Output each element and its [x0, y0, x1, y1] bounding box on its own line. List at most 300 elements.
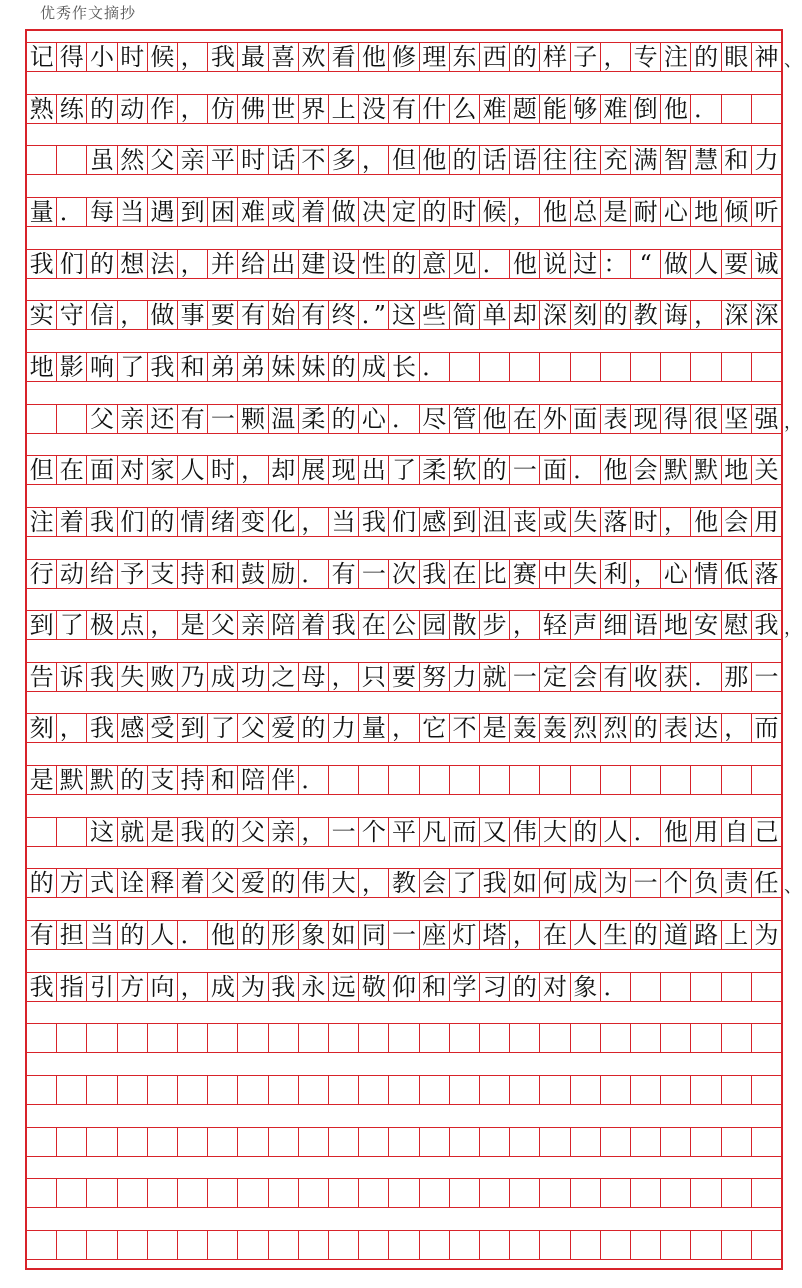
grid-cell: 我	[27, 973, 57, 1001]
grid-row	[27, 559, 781, 589]
grid-cell: 我	[208, 43, 238, 71]
grid-cell: 过	[571, 250, 601, 278]
grid-cell: 获	[661, 663, 691, 691]
grid-cell: 是	[27, 766, 57, 794]
grid-cell	[27, 1128, 57, 1156]
grid-cell: 倒	[631, 95, 661, 123]
grid-cell: 心	[359, 405, 389, 433]
grid-cell: 平	[208, 146, 238, 174]
grid-cell: 一	[754, 662, 779, 691]
grid-cell	[722, 766, 752, 794]
grid-cell: 每	[87, 198, 117, 226]
grid-cell	[27, 1076, 57, 1104]
grid-cell	[480, 1128, 510, 1156]
grid-cell	[389, 766, 419, 794]
grid-row	[27, 249, 781, 279]
grid-cell: 就	[480, 663, 510, 691]
grid-cell: 我	[178, 818, 208, 846]
grid-cell: 失	[571, 560, 601, 588]
grid-cell: 温	[269, 405, 299, 433]
grid-cell: 却	[269, 456, 299, 484]
grid-cell: 要	[389, 663, 419, 691]
grid-cell: 远	[329, 973, 359, 1001]
grid-cell	[87, 1024, 117, 1052]
grid-cell: 什	[420, 95, 450, 123]
grid-cell: 的	[269, 869, 299, 897]
grid-cell	[631, 1179, 661, 1207]
grid-cell: 些	[420, 301, 450, 329]
grid-cell: 困	[208, 198, 238, 226]
grid-cell: 注	[661, 43, 691, 71]
grid-cell	[450, 1076, 480, 1104]
grid-cell: 话	[480, 146, 510, 174]
grid-cell: 信	[87, 301, 117, 329]
grid-cell	[87, 1231, 117, 1259]
grid-cell: 父	[208, 611, 238, 639]
grid-cell: 会	[631, 456, 661, 484]
grid-cell: 生	[601, 921, 631, 949]
grid-cell: 专	[631, 43, 661, 71]
grid-cell: 成	[208, 663, 238, 691]
grid-cell	[752, 1231, 781, 1259]
grid-cell: 我	[359, 508, 389, 536]
grid-cell: 佛	[238, 95, 268, 123]
grid-row	[27, 1230, 781, 1260]
grid-cell: 责	[722, 869, 752, 897]
grid-cell	[208, 1128, 238, 1156]
grid-cell	[691, 1076, 721, 1104]
grid-cell: 一	[389, 921, 419, 949]
grid-cell: 刻	[27, 714, 57, 742]
grid-cell: 功	[238, 663, 268, 691]
grid-row	[27, 662, 781, 692]
grid-cell	[661, 1076, 691, 1104]
grid-cell	[540, 353, 570, 381]
grid-cell: 伟	[510, 818, 540, 846]
grid-cell: 持	[178, 766, 208, 794]
grid-cell: 仰	[389, 973, 419, 1001]
grid-cell: 永	[299, 973, 329, 1001]
grid-cell: 单	[480, 301, 510, 329]
grid-cell: 有	[389, 95, 419, 123]
grid-cell	[299, 1128, 329, 1156]
grid-cell: 如	[329, 921, 359, 949]
grid-cell	[269, 1231, 299, 1259]
grid-cell	[299, 1076, 329, 1104]
grid-cell	[722, 95, 752, 123]
grid-cell: 的	[389, 250, 419, 278]
grid-cell	[510, 1231, 540, 1259]
grid-cell: 设	[329, 250, 359, 278]
grid-cell: 为	[754, 921, 779, 950]
grid-cell: 面	[571, 405, 601, 433]
grid-cell: 小	[87, 43, 117, 71]
grid-cell: 一	[208, 405, 238, 433]
grid-cell: 烈	[571, 714, 601, 742]
margin-punctuation: 、	[784, 50, 802, 71]
grid-cell: 他	[480, 405, 510, 433]
grid-cell	[389, 1024, 419, 1052]
grid-cell: 注	[27, 508, 57, 536]
grid-cell: 何	[540, 869, 570, 897]
grid-cell	[420, 766, 450, 794]
grid-cell: ．	[420, 353, 450, 381]
grid-cell	[299, 1024, 329, 1052]
grid-cell: 是	[148, 818, 178, 846]
grid-cell: 父	[148, 146, 178, 174]
grid-cell: 的	[480, 456, 510, 484]
grid-cell: 的	[510, 43, 540, 71]
grid-cell: 我	[480, 869, 510, 897]
grid-cell: 父	[208, 869, 238, 897]
grid-cell: 又	[480, 818, 510, 846]
grid-cell: 象	[299, 921, 329, 949]
grid-cell: 这	[389, 301, 419, 329]
grid-cell: 了	[118, 353, 148, 381]
grid-cell: 和	[722, 146, 752, 174]
grid-cell	[118, 1231, 148, 1259]
grid-cell: 予	[118, 560, 148, 588]
grid-cell	[631, 1024, 661, 1052]
grid-cell: 成	[571, 869, 601, 897]
grid-cell: 我	[754, 611, 779, 640]
grid-cell: 担	[57, 921, 87, 949]
grid-row	[27, 300, 781, 330]
grid-cell: 时	[208, 456, 238, 484]
grid-cell: 大	[540, 818, 570, 846]
grid-cell	[480, 353, 510, 381]
grid-cell: 和	[208, 766, 238, 794]
grid-cell: 凡	[420, 818, 450, 846]
grid-cell: 成	[208, 973, 238, 1001]
grid-cell: 深	[722, 301, 752, 329]
grid-cell: 法	[148, 250, 178, 278]
grid-cell: 耐	[631, 198, 661, 226]
grid-cell: 任	[754, 869, 779, 898]
composition-grid-paper	[25, 29, 783, 1270]
grid-cell	[661, 1024, 691, 1052]
grid-cell: ，	[118, 301, 148, 329]
grid-cell	[178, 1179, 208, 1207]
grid-cell: 变	[238, 508, 268, 536]
grid-cell: 公	[389, 611, 419, 639]
grid-cell: 我	[420, 560, 450, 588]
grid-cell	[631, 1231, 661, 1259]
grid-cell: 刻	[571, 301, 601, 329]
grid-cell: 座	[420, 921, 450, 949]
grid-cell: 就	[118, 818, 148, 846]
grid-cell: 习	[480, 973, 510, 1001]
grid-cell: 虽	[87, 146, 117, 174]
grid-cell: 最	[238, 43, 268, 71]
grid-cell: ，	[661, 508, 691, 536]
grid-cell	[208, 1024, 238, 1052]
grid-cell	[661, 1128, 691, 1156]
grid-cell: 定	[540, 663, 570, 691]
grid-cell: 到	[178, 714, 208, 742]
grid-cell: 智	[661, 146, 691, 174]
grid-cell	[329, 1231, 359, 1259]
grid-cell	[208, 1179, 238, 1207]
grid-cell: 弟	[208, 353, 238, 381]
grid-cell	[752, 1179, 781, 1207]
grid-cell: 个	[661, 869, 691, 897]
grid-cell	[722, 973, 752, 1001]
grid-cell: 我	[87, 663, 117, 691]
grid-cell: 敬	[359, 973, 389, 1001]
grid-cell	[510, 1076, 540, 1104]
grid-cell: 或	[540, 508, 570, 536]
grid-row	[27, 404, 781, 434]
grid-cell: 人	[571, 921, 601, 949]
grid-cell: 点	[118, 611, 148, 639]
grid-cell: 难	[480, 95, 510, 123]
grid-cell	[118, 1024, 148, 1052]
grid-cell: 到	[450, 508, 480, 536]
grid-cell: 尽	[420, 405, 450, 433]
grid-cell	[148, 1179, 178, 1207]
grid-cell	[27, 818, 57, 846]
grid-cell: 量	[27, 198, 57, 226]
grid-cell	[178, 1128, 208, 1156]
grid-cell: 理	[420, 43, 450, 71]
grid-cell: 人	[601, 818, 631, 846]
grid-cell: 会	[722, 508, 752, 536]
grid-cell: 默	[57, 766, 87, 794]
grid-cell: 他	[601, 456, 631, 484]
grid-cell	[691, 353, 721, 381]
grid-cell: 世	[269, 95, 299, 123]
grid-cell: 的	[571, 818, 601, 846]
grid-cell	[329, 1024, 359, 1052]
grid-cell: 对	[540, 973, 570, 1001]
grid-cell: 家	[148, 456, 178, 484]
grid-cell	[148, 1076, 178, 1104]
grid-cell	[57, 146, 87, 174]
grid-cell: 实	[27, 301, 57, 329]
grid-cell: ．	[389, 405, 419, 433]
grid-cell: 一	[329, 818, 359, 846]
grid-cell: 是	[178, 611, 208, 639]
grid-cell: ，	[299, 508, 329, 536]
grid-cell	[691, 1128, 721, 1156]
grid-cell: 陪	[238, 766, 268, 794]
grid-cell: 或	[269, 198, 299, 226]
grid-cell: 深	[540, 301, 570, 329]
grid-cell: 他	[510, 250, 540, 278]
grid-cell: 不	[450, 714, 480, 742]
grid-cell	[118, 1128, 148, 1156]
grid-cell: 的	[87, 250, 117, 278]
grid-cell: 的	[329, 353, 359, 381]
grid-cell: 方	[118, 973, 148, 1001]
grid-cell: 极	[87, 611, 117, 639]
grid-cell: 向	[148, 973, 178, 1001]
grid-cell	[480, 1179, 510, 1207]
grid-cell	[178, 1231, 208, 1259]
grid-row	[27, 507, 781, 537]
grid-cell: 绪	[208, 508, 238, 536]
grid-cell: 却	[510, 301, 540, 329]
grid-cell: 之	[269, 663, 299, 691]
grid-cell: 败	[148, 663, 178, 691]
grid-cell: 着	[299, 611, 329, 639]
grid-cell: 落	[754, 559, 779, 588]
grid-cell: ，	[510, 611, 540, 639]
grid-cell	[148, 1024, 178, 1052]
grid-cell: 受	[148, 714, 178, 742]
grid-cell: 的	[631, 714, 661, 742]
grid-cell: ．	[631, 818, 661, 846]
grid-cell: 题	[510, 95, 540, 123]
grid-cell: ．	[691, 663, 721, 691]
grid-cell: 弟	[238, 353, 268, 381]
grid-cell: 一	[359, 560, 389, 588]
grid-cell: 母	[299, 663, 329, 691]
grid-cell: 丧	[510, 508, 540, 536]
grid-cell: ，	[631, 560, 661, 588]
grid-cell	[57, 1179, 87, 1207]
grid-cell: 为	[601, 869, 631, 897]
grid-cell: 是	[480, 714, 510, 742]
grid-cell: 样	[540, 43, 570, 71]
grid-cell: 负	[691, 869, 721, 897]
grid-cell: 自	[722, 818, 752, 846]
grid-cell	[329, 766, 359, 794]
grid-cell: 心	[661, 560, 691, 588]
grid-cell: 赛	[510, 560, 540, 588]
grid-cell	[359, 766, 389, 794]
grid-cell	[238, 1024, 268, 1052]
grid-cell: 到	[178, 198, 208, 226]
grid-cell: 力	[754, 146, 779, 175]
grid-cell: 见	[450, 250, 480, 278]
grid-cell: 总	[571, 198, 601, 226]
grid-cell: 要	[722, 250, 752, 278]
grid-cell: 了	[389, 456, 419, 484]
grid-cell: 同	[359, 921, 389, 949]
grid-cell	[722, 1024, 752, 1052]
grid-cell	[601, 1128, 631, 1156]
margin-punctuation: ，	[784, 411, 802, 433]
grid-cell: 想	[118, 250, 148, 278]
grid-row	[27, 1127, 781, 1157]
grid-cell: 有	[329, 560, 359, 588]
grid-cell: 时	[118, 43, 148, 71]
grid-cell: 他	[540, 198, 570, 226]
grid-cell: 出	[359, 456, 389, 484]
grid-cell: 柔	[299, 405, 329, 433]
grid-cell: 方	[57, 869, 87, 897]
grid-cell: 决	[359, 198, 389, 226]
grid-cell: 意	[420, 250, 450, 278]
grid-cell	[601, 766, 631, 794]
grid-cell	[208, 1076, 238, 1104]
grid-cell: 着	[57, 508, 87, 536]
grid-cell: 失	[571, 508, 601, 536]
grid-row	[27, 713, 781, 743]
grid-cell	[57, 1076, 87, 1104]
grid-cell: 有	[601, 663, 631, 691]
grid-row	[27, 765, 781, 795]
grid-cell	[571, 1231, 601, 1259]
grid-cell	[571, 1024, 601, 1052]
grid-cell	[57, 1024, 87, 1052]
grid-cell: 听	[754, 197, 779, 226]
grid-cell	[691, 1179, 721, 1207]
grid-cell	[420, 1179, 450, 1207]
grid-cell: 安	[691, 611, 721, 639]
grid-cell: ．	[57, 198, 87, 226]
grid-cell: 亲	[238, 611, 268, 639]
grid-cell	[87, 1128, 117, 1156]
grid-cell	[420, 1231, 450, 1259]
grid-cell: 它	[420, 714, 450, 742]
grid-cell: ，	[359, 146, 389, 174]
grid-cell	[148, 1128, 178, 1156]
grid-cell	[269, 1179, 299, 1207]
grid-cell	[691, 1231, 721, 1259]
grid-cell: 有	[27, 921, 57, 949]
grid-cell: 人	[148, 921, 178, 949]
grid-cell: 的	[631, 921, 661, 949]
grid-cell: 仿	[208, 95, 238, 123]
grid-cell: 默	[661, 456, 691, 484]
grid-cell	[510, 1128, 540, 1156]
grid-cell: 往	[571, 146, 601, 174]
grid-cell: 平	[389, 818, 419, 846]
grid-cell: 而	[450, 818, 480, 846]
grid-cell: ，	[238, 456, 268, 484]
page-title: 优秀作文摘抄	[40, 4, 137, 22]
grid-cell	[752, 1076, 781, 1104]
grid-cell: 是	[601, 198, 631, 226]
grid-cell: 的	[420, 198, 450, 226]
grid-cell	[601, 353, 631, 381]
grid-cell: 了	[450, 869, 480, 897]
grid-cell	[510, 353, 540, 381]
grid-cell: 们	[57, 250, 87, 278]
grid-cell: 界	[299, 95, 329, 123]
grid-cell: 他	[691, 508, 721, 536]
grid-cell: 他	[420, 146, 450, 174]
grid-cell: ．”	[359, 301, 389, 329]
grid-cell: 的	[118, 921, 148, 949]
grid-cell: 轻	[540, 611, 570, 639]
grid-cell: “	[631, 250, 661, 278]
grid-cell: 了	[57, 611, 87, 639]
grid-cell: 当	[87, 921, 117, 949]
grid-cell: 长	[389, 353, 419, 381]
grid-cell: 为	[238, 973, 268, 1001]
grid-cell: 释	[148, 869, 178, 897]
grid-cell: 的	[691, 43, 721, 71]
grid-row	[27, 352, 781, 382]
grid-cell	[480, 1231, 510, 1259]
grid-cell	[691, 973, 721, 1001]
grid-row	[27, 94, 781, 124]
grid-cell: 的	[27, 869, 57, 897]
grid-cell: 么	[450, 95, 480, 123]
grid-cell	[540, 1179, 570, 1207]
grid-cell: 深	[754, 301, 779, 330]
grid-cell: 默	[87, 766, 117, 794]
grid-cell	[238, 1231, 268, 1259]
grid-cell: 如	[510, 869, 540, 897]
grid-cell: 东	[450, 43, 480, 71]
grid-cell: 对	[118, 456, 148, 484]
grid-cell: ，	[389, 714, 419, 742]
